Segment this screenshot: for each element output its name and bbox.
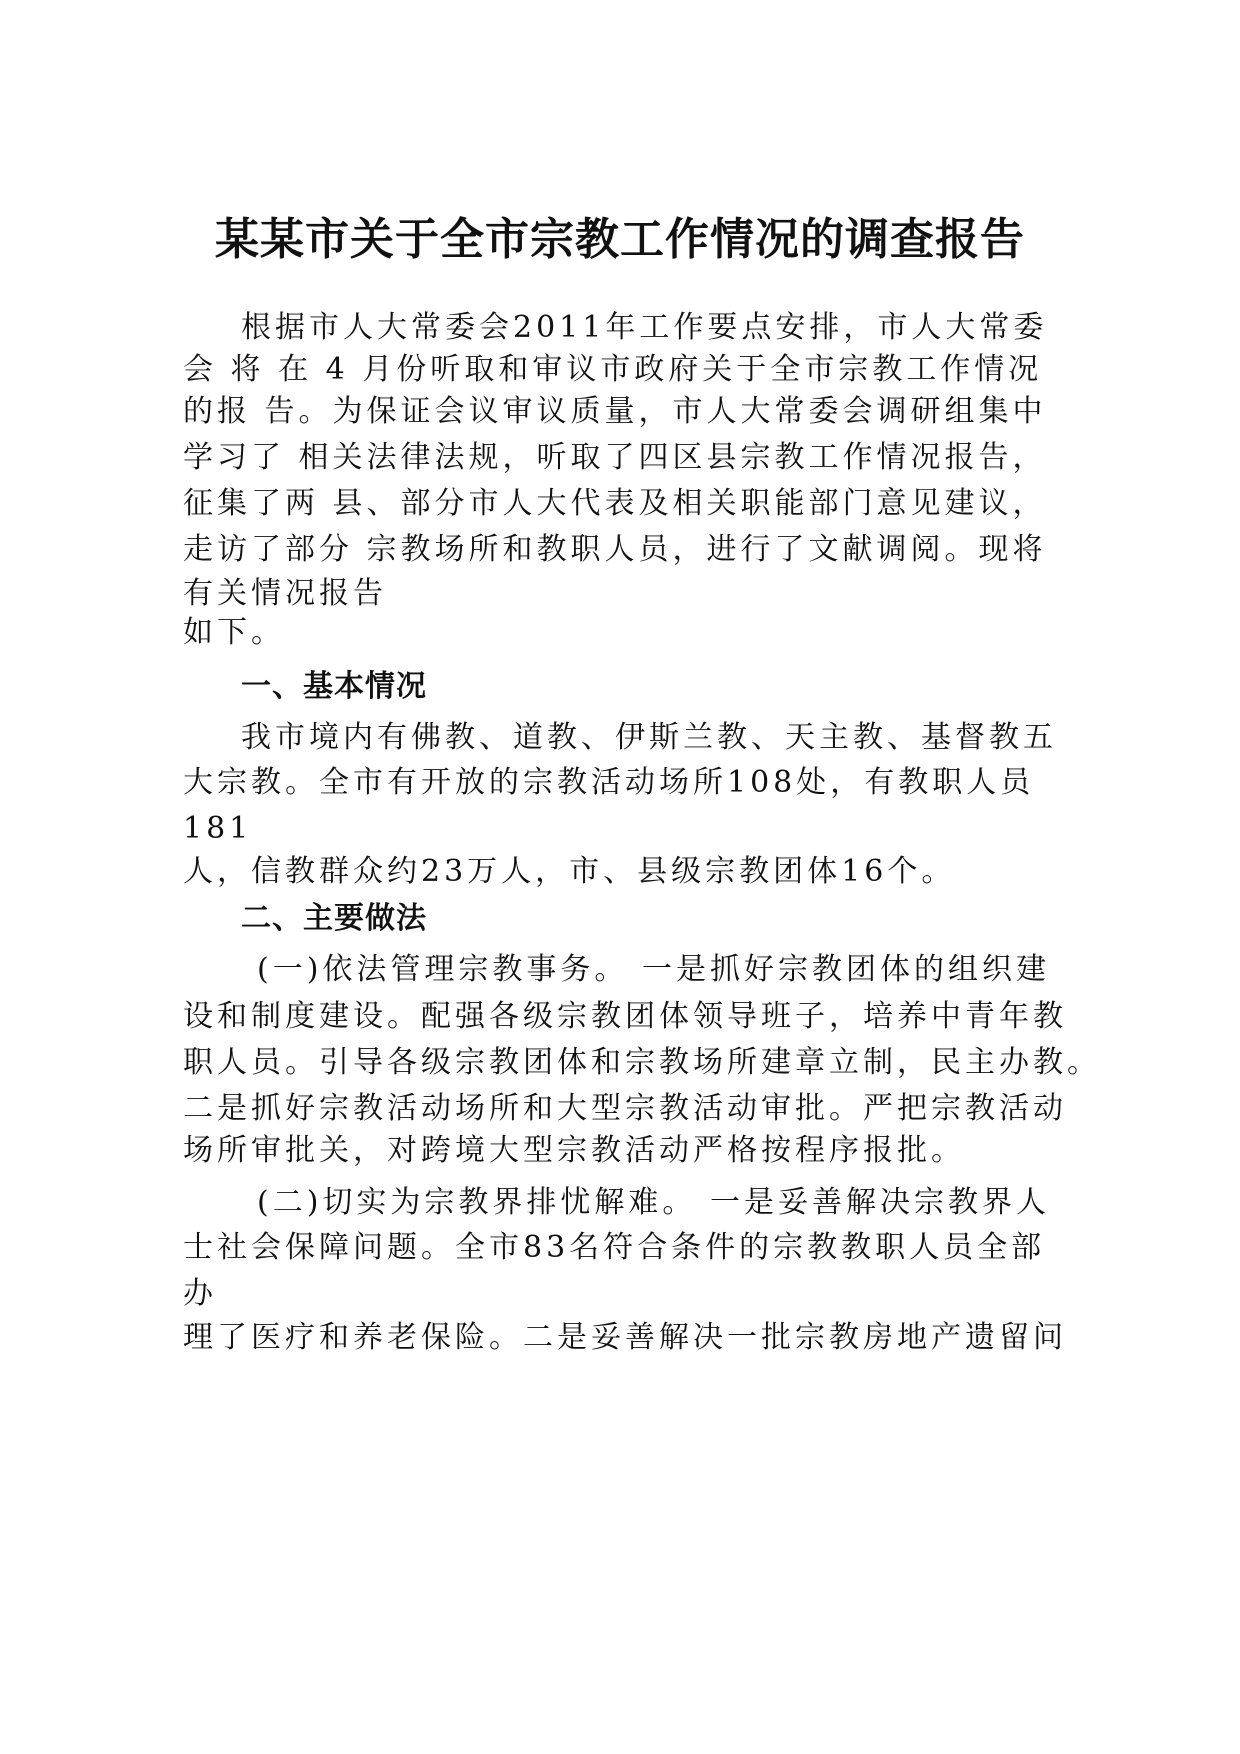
body-line: 大宗教。全市有开放的宗教活动场所108处，有教职人员	[183, 765, 1035, 800]
intro-line: 征集了两 县、部分市人大代表及相关职能部门意见建议，	[183, 486, 1047, 521]
intro-line: 会 将 在 4 月份听取和审议市政府关于全市宗教工作情况	[183, 352, 1043, 387]
body-line: 办	[183, 1276, 217, 1311]
intro-line: 学习了 相关法律法规，听取了四区县宗教工作情况报告，	[183, 440, 1047, 475]
body-line: 职人员。引导各级宗教团体和宗教场所建章立制，民主办教。	[183, 1045, 1101, 1080]
body-line: 二是抓好宗教活动场所和大型宗教活动审批。严把宗教活动	[183, 1091, 1067, 1126]
intro-line: 根据市人大常委会2011年工作要点安排，市人大常委	[241, 310, 1048, 345]
body-line: 我市境内有佛教、道教、伊斯兰教、天主教、基督教五	[241, 720, 1057, 755]
body-line: 理了医疗和养老保险。二是妥善解决一批宗教房地产遗留问	[183, 1320, 1067, 1355]
section-heading-practices: 二、主要做法	[241, 901, 427, 936]
body-line: 人，信教群众约23万人，市、县级宗教团体16个。	[183, 854, 956, 889]
body-line: 181	[183, 811, 253, 846]
intro-line: 的报 告。为保证会议审议质量，市人大常委会调研组集中	[183, 394, 1047, 429]
intro-line: 有关情况报告	[183, 576, 387, 611]
intro-line: 如下。	[183, 615, 285, 650]
body-line: 场所审批关，对跨境大型宗教活动严格按程序报批。	[183, 1133, 965, 1168]
body-line: 设和制度建设。配强各级宗教团体领导班子，培养中青年教	[183, 999, 1067, 1034]
body-line: 士社会保障问题。全市83名符合条件的宗教教职人员全部	[183, 1230, 1046, 1265]
intro-line: 走访了部分 宗教场所和教职人员，进行了文献调阅。现将	[183, 532, 1047, 567]
document-title: 某某市关于全市宗教工作情况的调查报告	[215, 214, 1025, 265]
section-heading-basic: 一、基本情况	[241, 669, 427, 704]
body-line: (一)依法管理宗教事务。 一是抓好宗教团体的组织建	[257, 952, 1050, 987]
body-line: (二)切实为宗教界排忧解难。 一是妥善解决宗教界人	[257, 1185, 1050, 1220]
